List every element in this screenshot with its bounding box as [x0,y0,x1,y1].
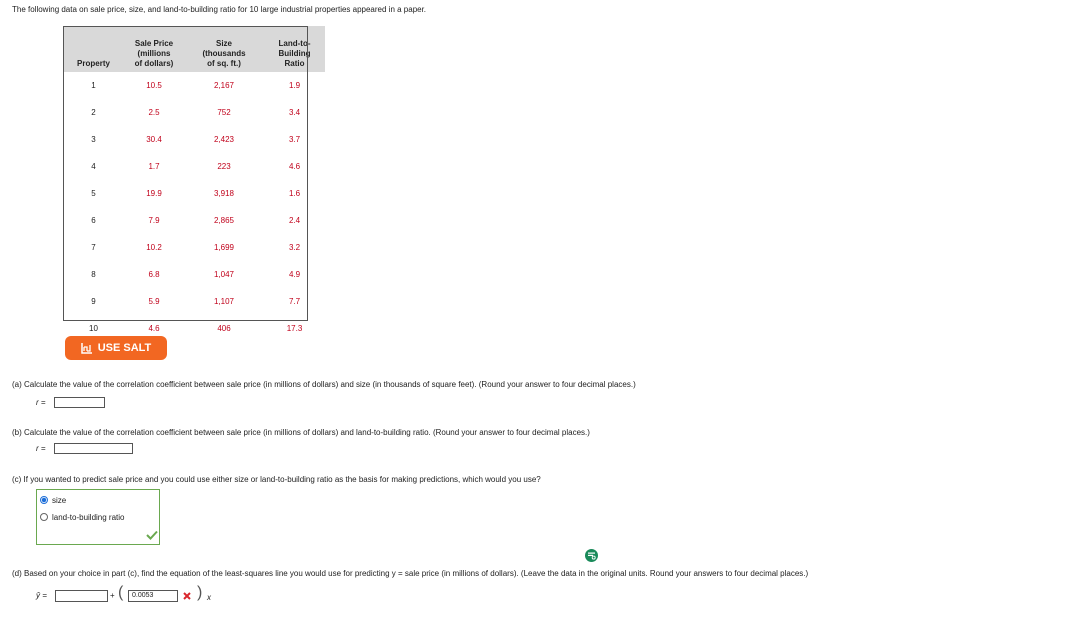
cell-ratio: 2.4 [288,216,301,225]
header-sale-price: Sale Price (millions of dollars) [124,26,184,72]
cell-sale-price: 30.4 [146,135,162,144]
cell-size: 2,167 [213,81,235,90]
cell-property: 5 [91,189,96,198]
table-row [63,99,325,126]
table-row [63,126,325,153]
table-row [63,72,325,99]
cell-property: 3 [91,135,96,144]
cell-ratio: 3.4 [288,108,301,117]
header-size: Size (thousands of sq. ft.) [184,26,264,72]
option-ratio-label[interactable]: land-to-building ratio [52,513,125,522]
cell-property: 7 [91,243,96,252]
cell-sale-price: 7.9 [148,216,160,225]
part-b-r-label: r = [36,444,46,453]
cell-size: 2,865 [213,216,235,225]
part-c-question: (c) If you wanted to predict sale price and you could use either size or land-to-building ratio as the basis for making predictions, which would you use? [12,475,541,484]
data-table [63,26,325,342]
cell-ratio: 3.2 [288,243,301,252]
x-variable-label: x [207,593,211,602]
cell-ratio: 17.3 [286,324,303,333]
plus-sign: + [110,591,115,600]
cell-property: 6 [91,216,96,225]
cell-property: 10 [89,324,98,333]
correct-check-icon [146,530,158,540]
cell-property: 8 [91,270,96,279]
cell-size: 2,423 [213,135,235,144]
cell-sale-price: 5.9 [148,297,160,306]
cell-sale-price: 19.9 [146,189,162,198]
cell-property: 2 [91,108,96,117]
cell-property: 1 [91,81,96,90]
cell-size: 3,918 [213,189,235,198]
close-paren: ) [197,584,203,601]
cell-sale-price: 10.2 [146,243,162,252]
radio-size[interactable] [40,496,48,504]
part-a-r-label: r = [36,398,46,407]
intercept-input[interactable] [55,590,108,602]
table-row [63,153,325,180]
slope-input[interactable]: 0.0053 [128,590,178,602]
assistant-bot-icon[interactable] [585,549,598,562]
cell-size: 1,699 [213,243,235,252]
part-d-question: (d) Based on your choice in part (c), find the equation of the least-squares line you would use for predicting y = sale price (in millions of dollars). (Leave the data in the original units. Round your answers to four decimal places.) [12,569,809,578]
table-row [63,234,325,261]
open-paren: ( [118,584,124,601]
cell-sale-price: 2.5 [148,108,160,117]
use-salt-button[interactable] [65,336,167,360]
cell-ratio: 4.6 [288,162,301,171]
incorrect-x-icon [182,591,192,601]
cell-size: 406 [217,324,231,333]
cell-size: 1,107 [213,297,235,306]
part-a-question: (a) Calculate the value of the correlation coefficient between sale price (in millions of dollars) and size (in thousands of square feet). (Round your answer to four decimal places.) [12,380,636,389]
table-header-row [63,26,325,72]
part-b-r-input[interactable] [54,443,133,454]
yhat-label: ŷ = [36,591,47,600]
table-row [63,180,325,207]
cell-property: 9 [91,297,96,306]
cell-sale-price: 10.5 [146,81,162,90]
cell-ratio: 3.7 [288,135,301,144]
cell-size: 1,047 [213,270,235,279]
cell-ratio: 7.7 [288,297,301,306]
part-b-question: (b) Calculate the value of the correlation coefficient between sale price (in millions of dollars) and land-to-building ratio. (Round your answer to four decimal places.) [12,428,590,437]
header-land-building-ratio: Land-to- Building Ratio [264,26,325,72]
salt-chart-icon [81,342,93,354]
option-size-label[interactable]: size [52,496,67,505]
part-a-r-input[interactable] [54,397,105,408]
use-salt-label: USE SALT [97,342,152,354]
table-row [63,288,325,315]
cell-ratio: 4.9 [288,270,301,279]
cell-sale-price: 1.7 [148,162,160,171]
cell-sale-price: 4.6 [148,324,160,333]
problem-intro: The following data on sale price, size, and land-to-building ratio for 10 large industrial properties appeared in a paper. [12,5,427,14]
radio-land-to-building-ratio[interactable] [40,513,48,521]
table-row [63,261,325,288]
header-property: Property [63,26,124,72]
cell-size: 223 [217,162,231,171]
cell-size: 752 [217,108,231,117]
table-row [63,207,325,234]
cell-sale-price: 6.8 [148,270,160,279]
cell-property: 4 [91,162,96,171]
cell-ratio: 1.9 [288,81,301,90]
cell-ratio: 1.6 [288,189,301,198]
